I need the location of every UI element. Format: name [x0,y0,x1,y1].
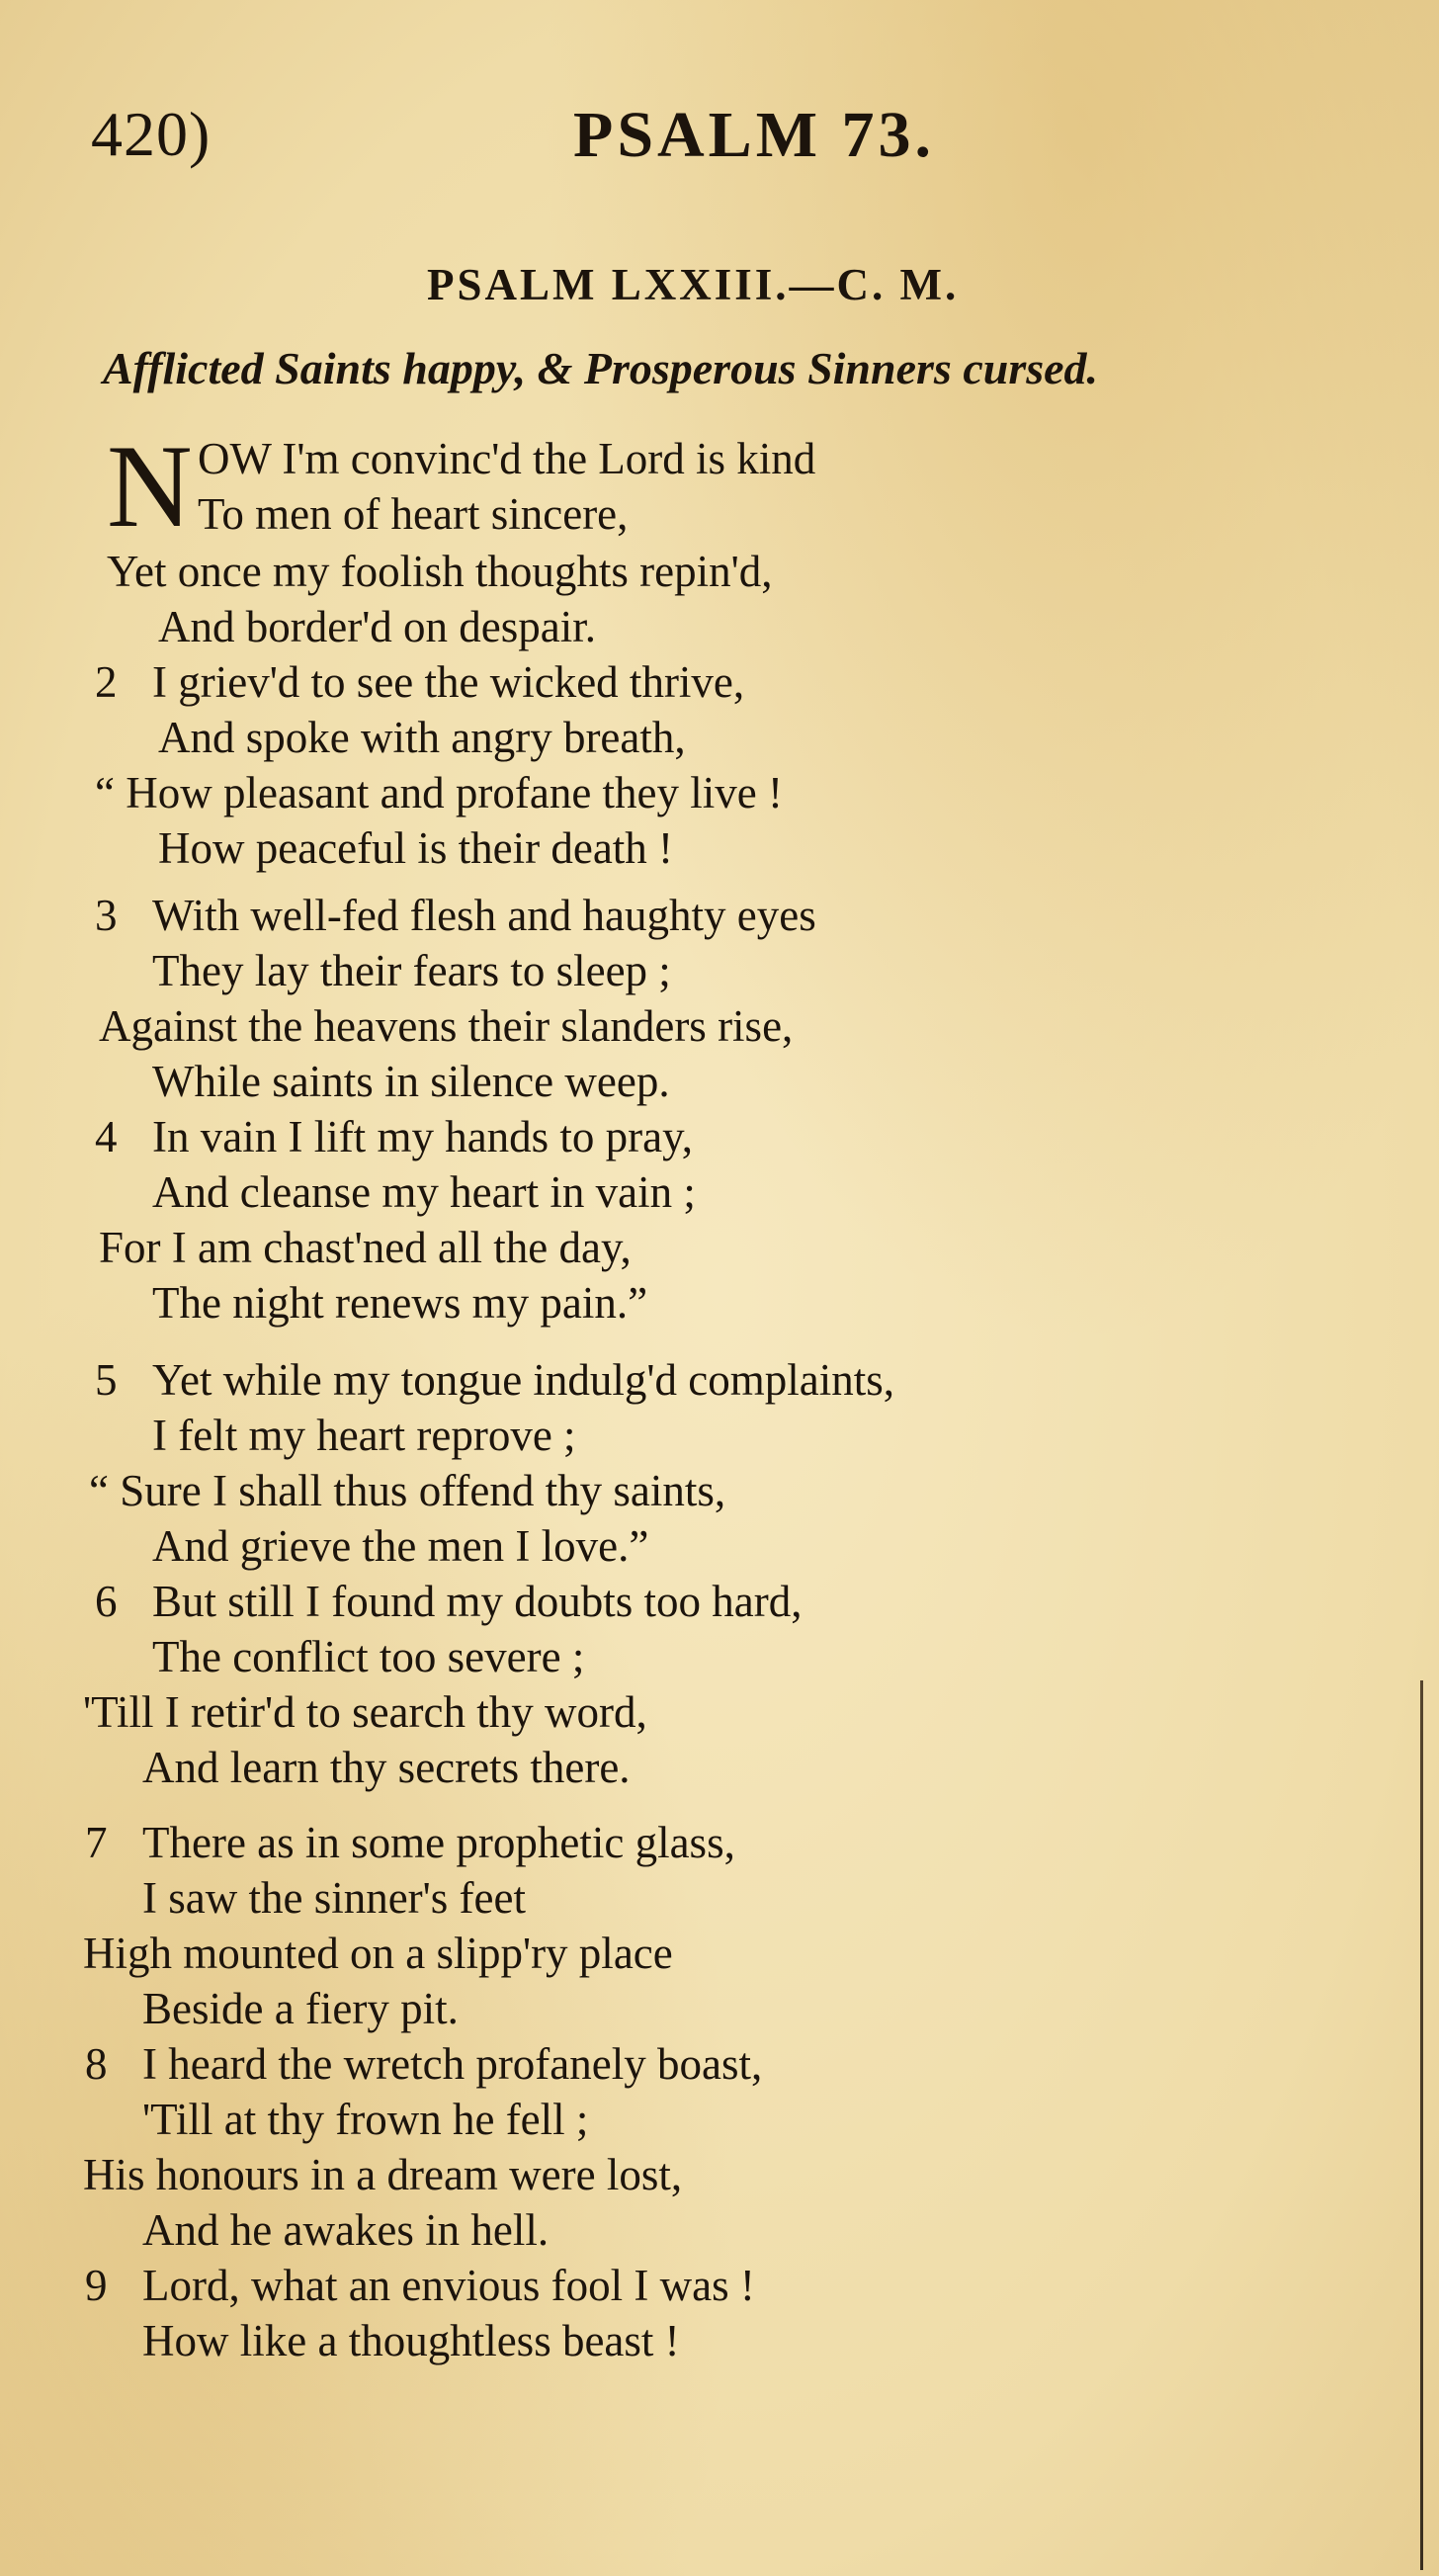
verse-line: I heard the wretch profanely boast, [142,2039,763,2089]
verse-line: And learn thy secrets there. [142,1743,631,1792]
verse-line: “ Sure I shall thus offend thy saints, [89,1466,726,1515]
verse-line: But still I found my doubts too hard, [152,1577,803,1626]
verse-number: 8 [85,2039,108,2089]
verse-number: 3 [95,891,118,940]
verse-line: And he awakes in hell. [142,2205,550,2255]
verse-line: While saints in silence weep. [152,1057,670,1106]
drop-cap: N [107,420,193,552]
verse-line: Beside a fiery pit. [142,1984,459,2033]
verse-line: 'Till I retir'd to search thy word, [83,1687,647,1737]
verse-line: Lord, what an envious fool I was ! [142,2261,755,2310]
psalm-subtitle: Afflicted Saints happy, & Prosperous Sinners cursed. [103,343,1099,393]
verse-line: With well-fed flesh and haughty eyes [152,891,816,940]
verse-line: His honours in a dream were lost, [83,2150,683,2199]
verse-line: Yet once my foolish thoughts repin'd, [107,547,773,596]
verse-line: To men of heart sincere, [198,489,629,539]
verse-line: They lay their fears to sleep ; [152,946,671,995]
verse-line: I felt my heart reprove ; [152,1411,576,1460]
verse-number: 2 [95,657,118,707]
verse-line: And cleanse my heart in vain ; [152,1167,696,1217]
verse-number: 4 [95,1112,118,1161]
page-number: 420) [91,99,212,169]
verse-line: How peaceful is their death ! [158,823,674,873]
verse-line: The conflict too severe ; [152,1632,585,1681]
verse-line: Yet while my tongue indulg'd complaints, [152,1355,895,1405]
verse-number: 5 [95,1355,118,1405]
verse-line: I griev'd to see the wicked thrive, [152,657,745,707]
verse-number: 7 [85,1818,108,1867]
verse-line: For I am chast'ned all the day, [99,1223,632,1272]
verse-number: 6 [95,1577,118,1626]
verse-number: 9 [85,2261,108,2310]
verse-line: How like a thoughtless beast ! [142,2316,680,2365]
verse-line: And border'd on despair. [158,602,597,651]
running-title: PSALM 73. [573,99,935,171]
verse-line: In vain I lift my hands to pray, [152,1112,693,1161]
psalm-heading: PSALM LXXIII.—C. M. [427,260,960,309]
verse-line: I saw the sinner's feet [142,1873,526,1923]
verse-line: OW I'm convinc'd the Lord is kind [198,434,816,483]
verse-line: High mounted on a slipp'ry place [83,1929,673,1978]
page-edge [1420,1680,1423,2570]
verse-line: The night renews my pain.” [152,1278,648,1328]
verse-line: And spoke with angry breath, [158,713,686,762]
verse-line: “ How pleasant and profane they live ! [95,768,783,817]
verse-line: 'Till at thy frown he fell ; [142,2095,589,2144]
verse-line: Against the heavens their slanders rise, [99,1001,794,1051]
verse-line: There as in some prophetic glass, [142,1818,735,1867]
verse-line: And grieve the men I love.” [152,1521,649,1571]
